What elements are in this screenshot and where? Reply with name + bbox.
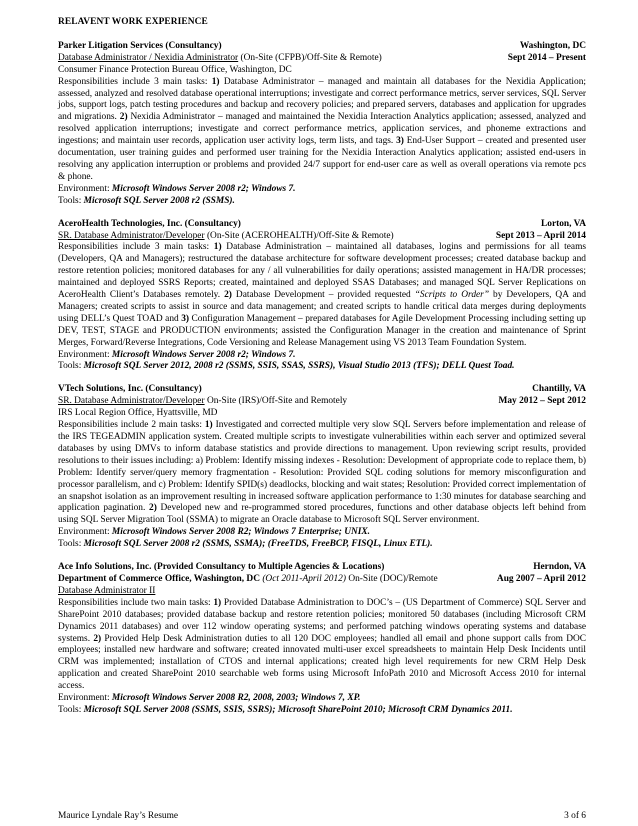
company-name: AceroHealth Technologies, Inc. (Consultancy) xyxy=(58,218,241,229)
footer-title: Maurice Lyndale Ray’s Resume xyxy=(58,811,179,821)
job-role: Database Administrator / Nexidia Administrator xyxy=(58,52,239,63)
job-dates: Aug 2007 – April 2012 xyxy=(496,573,586,584)
job-header xyxy=(58,41,586,53)
job-role: SR. Database Administrator/Developer xyxy=(58,230,205,241)
job-environment: Environment: Microsoft Windows Server 2008 r2; Windows 7. xyxy=(58,183,296,194)
job-role-suffix: (On-Site (CFPB)/Off-Site & Remote) xyxy=(238,52,382,63)
job-tools: Tools: Microsoft SQL Server 2012, 2008 r2 (SSMS, SSIS, SSAS, SSRS), Visual Studio 2013 (TFS); DELL Quest Toad. xyxy=(58,361,515,372)
job-header xyxy=(58,562,586,574)
job-responsibilities: Responsibilities include two main tasks: 1) Provided Database Administration to DOC’s – (US Department of Commerce) SQL Server and SharePoint 2010 databases; provided database backup and restore retention policies; monitored 50 databases (including Microsoft CRM Dynamics 2011 databases) and over 112 window operating systems; and performed patching windows operating systems and database systems. 2) Provided Help Desk Administration duties to all 120 DOC employees; handled all email and phone support calls from DOC employees; installed new hardware and software; created innovated multi-user excel spreadsheets to maintain Help Desk Incidents until CRM was implemented; installation of CTOS and internal applications; created high level requirements for new CRM Help Desk application and created SharePoint 2010 searchable web forms using Microsoft InfoPath 2010 and Microsoft Access 2010 for internal access. xyxy=(58,597,586,692)
job-responsibilities: Responsibilities include 3 main tasks: 1) Database Administrator – managed and maintain all databases for the Nexidia Application; assessed, analyzed and resolved database operational interruptions; investigate and correct performance metrics, server services, SQL Server jobs, support logs, patch testing procedures and backup and recovery policies; and prepared servers, databases and application for upgrades and migrations. 2) Nexidia Administrator – managed and maintained the Nexidia Interaction Analytics application; assessed, analyzed and resolved application interruptions; investigate and correct performance metrics, application services, and phoneme extractions and ingestions; and maintain user records, application user activity logs, term lists, and tags. 3) End-User Support – created and presented user documentation, user training guides and performed user training for the Nexidia Interaction Analytics application; assisted end-users in resolving any application interruption or problems and provided 24/7 support for end-user care as well as overall operations via remote pcs & phone. xyxy=(58,76,587,182)
company-name: VTech Solutions, Inc. (Consultancy) xyxy=(58,384,202,395)
job-entry xyxy=(58,562,586,717)
job-header xyxy=(58,219,586,231)
job-role-suffix: (On-Site (ACEROHEALTH)/Off-Site & Remote) xyxy=(204,230,394,241)
job-environment: Environment: Microsoft Windows Server 2008 R2, 2008, 2003; Windows 7, XP. xyxy=(58,693,361,704)
job-dates: Sept 2013 – April 2014 xyxy=(495,230,586,241)
job-department-dates: (Oct 2011-April 2012) xyxy=(259,573,346,584)
job-responsibilities: Responsibilities include 3 main tasks: 1) Database Administration – maintained all databases, logins and permissions for all teams (Developers, QA and Managers); restructured the database architecture for software development processes; created database backup and restore retention policies; monitored databases for any / all vulnerabilities for daily operations; assisted management in HA/DR processes; maintained and deployed SSRS Reports; created, maintained and deployed SSAS Databases; and managed SQL Server Replications on AceroHealth Client’s Databases remotely. 2) Database Development – provided requested “Scripts to Order” by Developers, QA and Managers; created scripts to assist in source and data management; and created scripts to handle critical data merges during deployments using DELL’s Quest TOAD and 3) Configuration Management – prepared databases for Agile Development Processing including setting up DEV, TEST, STAGE and PRODUCTION environments; assisted the Configuration Manager in the creation and maintenance of Sprint Merges, Forward/Reverse Integrations, Code Versioning and Release Management using VS 2013 Team Foundation System. xyxy=(58,242,587,348)
job-environment: Environment: Microsoft Windows Server 2008 r2; Windows 7. xyxy=(58,349,296,360)
job-office: IRS Local Region Office, Hyattsville, MD xyxy=(58,408,218,419)
job-location: Lorton, VA xyxy=(541,218,586,229)
job-entry xyxy=(58,219,586,374)
job-department-site: On-Site (DOC)/Remote xyxy=(345,573,438,584)
company-name: Ace Info Solutions, Inc. (Provided Consultancy to Multiple Agencies & Locations) xyxy=(58,562,385,573)
job-role-row xyxy=(58,396,586,408)
job-location: Washington, DC xyxy=(519,40,586,51)
job-role: Database Administrator II xyxy=(58,585,156,596)
job-role-row xyxy=(58,231,586,243)
job-responsibilities: Responsibilities include 2 main tasks: 1) Investigated and corrected multiple very slow SQL Servers before implementation and release of the IRS TEGEADMIN application system. Created multiple scripts to investigate vulnerabilities within each server and optimized several databases by using DMVs to inform database statistics and provide directions to management. Upon reviewing script results, provided resolutions to their issues including: a) Problem: Identify missing indexes - Resolution: Development of appropriate code to replace them, b) Problem: Identify server/query memory fragmentation - Resolution: Provided SQL coding solutions for memory misconfiguration and processor parallelism, and c) Problem: Identify SPID(s) deadlocks, blocking and wait states; Resolution: Provided correct implementation of an snapshot isolation as an improvement resulting in increased software application performance to 1:30 minutes for database searching and application pagination. 2) Developed new and re-programmed stored procedures, functions and other database objects left behind from using SQL Server Migration Tool (SSMA) to migrate an Oracle database to Microsoft SQL Server environment. xyxy=(58,420,587,526)
job-role-row xyxy=(58,53,586,65)
job-tools: Tools: Microsoft SQL Server 2008 (SSMS, SSIS, SSRS); Microsoft SharePoint 2010; Microsoft CRM Dynamics 2011. xyxy=(58,704,513,715)
job-dates: May 2012 – Sept 2012 xyxy=(498,396,586,407)
job-entry xyxy=(58,41,586,208)
job-location: Chantilly, VA xyxy=(532,384,586,395)
job-dept-row xyxy=(58,574,586,586)
job-tools: Tools: Microsoft SQL Server 2008 r2 (SSMS). xyxy=(58,195,235,206)
section-title: RELAVENT WORK EXPERIENCE xyxy=(58,17,208,27)
job-office: Consumer Finance Protection Bureau Office, Washington, DC xyxy=(58,64,292,75)
job-department: Department of Commerce Office, Washington, DC xyxy=(58,573,260,584)
page-footer xyxy=(58,811,586,821)
job-role: SR. Database Administrator/Developer xyxy=(58,396,205,407)
job-header xyxy=(58,384,586,396)
company-name: Parker Litigation Services (Consultancy) xyxy=(58,40,222,51)
page-number: 3 of 6 xyxy=(564,811,586,821)
job-environment: Environment: Microsoft Windows Server 2008 R2; Windows 7 Enterprise; UNIX. xyxy=(58,527,371,538)
job-tools: Tools: Microsoft SQL Server 2008 r2 (SSMS, SSMA); (FreeTDS, FreeBCP, FISQL, Linux ETL). xyxy=(58,539,433,550)
job-dates: Sept 2014 – Present xyxy=(507,52,586,63)
resume-page xyxy=(58,17,586,728)
job-entry xyxy=(58,384,586,551)
job-location: Herndon, VA xyxy=(533,562,586,573)
job-role-suffix: On-Site (IRS)/Off-Site and Remotely xyxy=(204,396,348,407)
